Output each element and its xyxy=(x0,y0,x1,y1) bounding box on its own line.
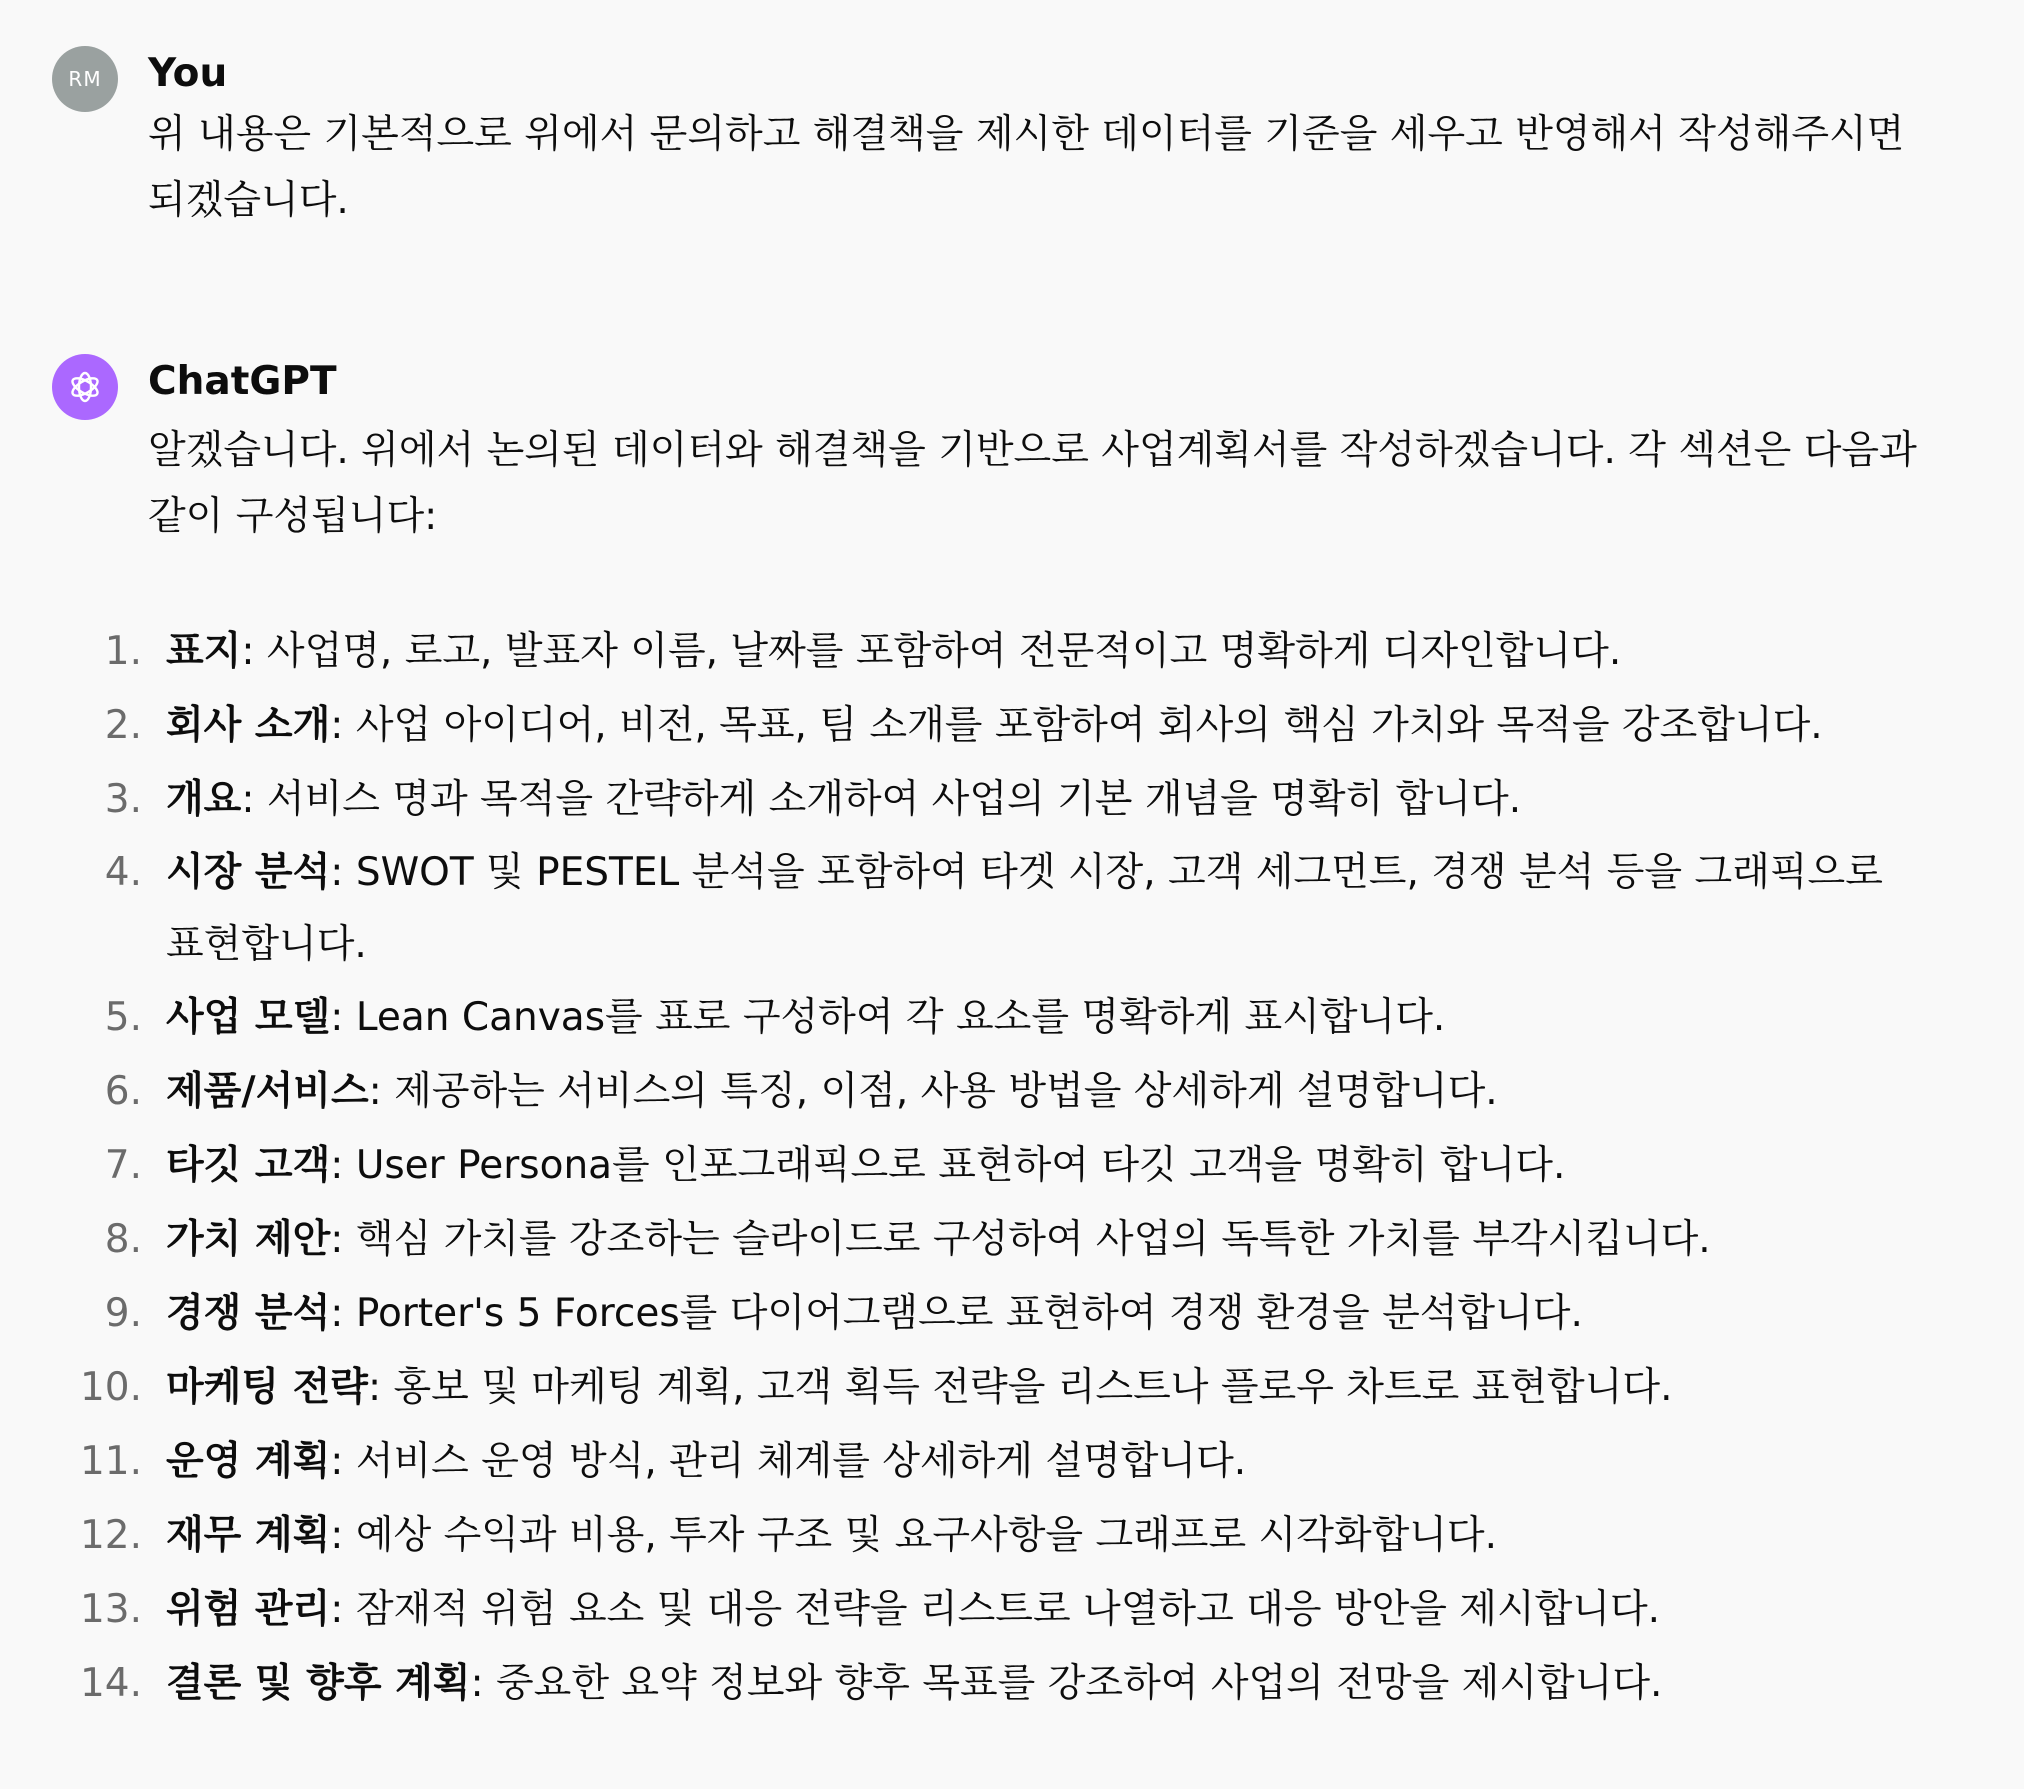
list-item-number: 2. xyxy=(104,703,142,748)
list-item-number: 1. xyxy=(104,629,142,674)
chatgpt-author-name: ChatGPT xyxy=(148,359,337,404)
list-item-description: : Lean Canvas를 표로 구성하여 각 요소를 명확하게 표시합니다. xyxy=(330,995,1446,1040)
list-item xyxy=(0,981,1926,1055)
list-item-description: : 잠재적 위험 요소 및 대응 전략을 리스트로 나열하고 대응 방안을 제시합니다. xyxy=(330,1587,1661,1632)
user-avatar-initials: RM xyxy=(68,67,102,91)
list-item-number: 8. xyxy=(104,1217,142,1262)
list-item-description: : 제공하는 서비스의 특징, 이점, 사용 방법을 상세하게 설명합니다. xyxy=(368,1069,1498,1114)
list-item-term: 개요 xyxy=(166,777,242,822)
business-plan-section-list xyxy=(0,615,1960,1721)
list-item-term: 경쟁 분석 xyxy=(166,1291,331,1336)
list-item-number: 3. xyxy=(104,777,142,822)
list-item-number: 13. xyxy=(79,1587,142,1632)
assistant-intro-text: 알겠습니다. 위에서 논의된 데이터와 해결책을 기반으로 사업계획서를 작성하겠습니다. 각 섹션은 다음과 같이 구성됩니다: xyxy=(148,428,1917,539)
list-item-term: 가치 제안 xyxy=(166,1217,331,1262)
list-item xyxy=(0,1055,1926,1129)
list-item-description: : SWOT 및 PESTEL 분석을 포함하여 타겟 시장, 고객 세그먼트, 경쟁 분석 등을 그래픽으로 표현합니다. xyxy=(166,850,1883,967)
openai-logo-icon xyxy=(65,367,105,407)
user-author-name: You xyxy=(148,51,228,96)
user-avatar xyxy=(52,46,118,112)
list-item xyxy=(0,1129,1926,1203)
list-item xyxy=(0,1203,1926,1277)
list-item-number: 5. xyxy=(104,995,142,1040)
list-item-number: 12. xyxy=(79,1513,142,1558)
list-item xyxy=(0,1351,1926,1425)
list-item-term: 표지 xyxy=(166,629,242,674)
list-item-description: : 중요한 요약 정보와 향후 목표를 강조하여 사업의 전망을 제시합니다. xyxy=(470,1661,1663,1706)
chatgpt-avatar xyxy=(52,354,118,420)
list-item-term: 마케팅 전략 xyxy=(166,1365,368,1410)
list-item-description: : 홍보 및 마케팅 계획, 고객 획득 전략을 리스트나 플로우 차트로 표현합니다. xyxy=(367,1365,1673,1410)
list-item-description: : 서비스 운영 방식, 관리 체계를 상세하게 설명합니다. xyxy=(330,1439,1247,1484)
list-item-description: : Porter's 5 Forces를 다이어그램으로 표현하여 경쟁 환경을 분석합니다. xyxy=(330,1291,1583,1336)
list-item-term: 제품/서비스 xyxy=(166,1069,369,1114)
list-item-term: 재무 계획 xyxy=(166,1513,331,1558)
list-item-number: 14. xyxy=(79,1661,142,1706)
list-item-description: : 예상 수익과 비용, 투자 구조 및 요구사항을 그래프로 시각화합니다. xyxy=(330,1513,1497,1558)
list-item-number: 4. xyxy=(104,850,142,895)
list-item xyxy=(0,1277,1926,1351)
list-item-number: 9. xyxy=(104,1291,142,1336)
list-item-description: : 핵심 가치를 강조하는 슬라이드로 구성하여 사업의 독특한 가치를 부각시킵니다. xyxy=(330,1217,1711,1262)
list-item-description: : 서비스 명과 목적을 간략하게 소개하여 사업의 기본 개념을 명확히 합니다. xyxy=(241,777,1522,822)
list-item-number: 10. xyxy=(79,1365,142,1410)
list-item-number: 11. xyxy=(79,1439,142,1484)
list-item xyxy=(0,689,1926,763)
list-item-number: 6. xyxy=(104,1069,142,1114)
list-item-term: 결론 및 향후 계획 xyxy=(166,1661,471,1706)
list-item-term: 운영 계획 xyxy=(166,1439,331,1484)
list-item xyxy=(0,763,1926,837)
list-item-term: 사업 모델 xyxy=(166,995,331,1040)
list-item-term: 회사 소개 xyxy=(166,703,331,748)
list-item-description: : 사업명, 로고, 발표자 이름, 날짜를 포함하여 전문적이고 명확하게 디자인합니다. xyxy=(241,629,1622,674)
list-item-term: 타깃 고객 xyxy=(166,1143,331,1188)
list-item-number: 7. xyxy=(104,1143,142,1188)
list-item-term: 시장 분석 xyxy=(166,850,331,895)
list-item xyxy=(0,1499,1926,1573)
list-item-term: 위험 관리 xyxy=(166,1587,331,1632)
list-item xyxy=(0,615,1926,689)
list-item-description: : 사업 아이디어, 비전, 목표, 팀 소개를 포함하여 회사의 핵심 가치와 목적을 강조합니다. xyxy=(330,703,1823,748)
user-message-text: 위 내용은 기본적으로 위에서 문의하고 해결책을 제시한 데이터를 기준을 세우고 반영해서 작성해주시면 되겠습니다. xyxy=(148,112,1905,223)
list-item xyxy=(0,1425,1926,1499)
list-item xyxy=(0,837,1926,981)
list-item xyxy=(0,1573,1926,1647)
list-item xyxy=(0,1647,1926,1721)
list-item-description: : User Persona를 인포그래픽으로 표현하여 타깃 고객을 명확히 합니다. xyxy=(330,1143,1566,1188)
